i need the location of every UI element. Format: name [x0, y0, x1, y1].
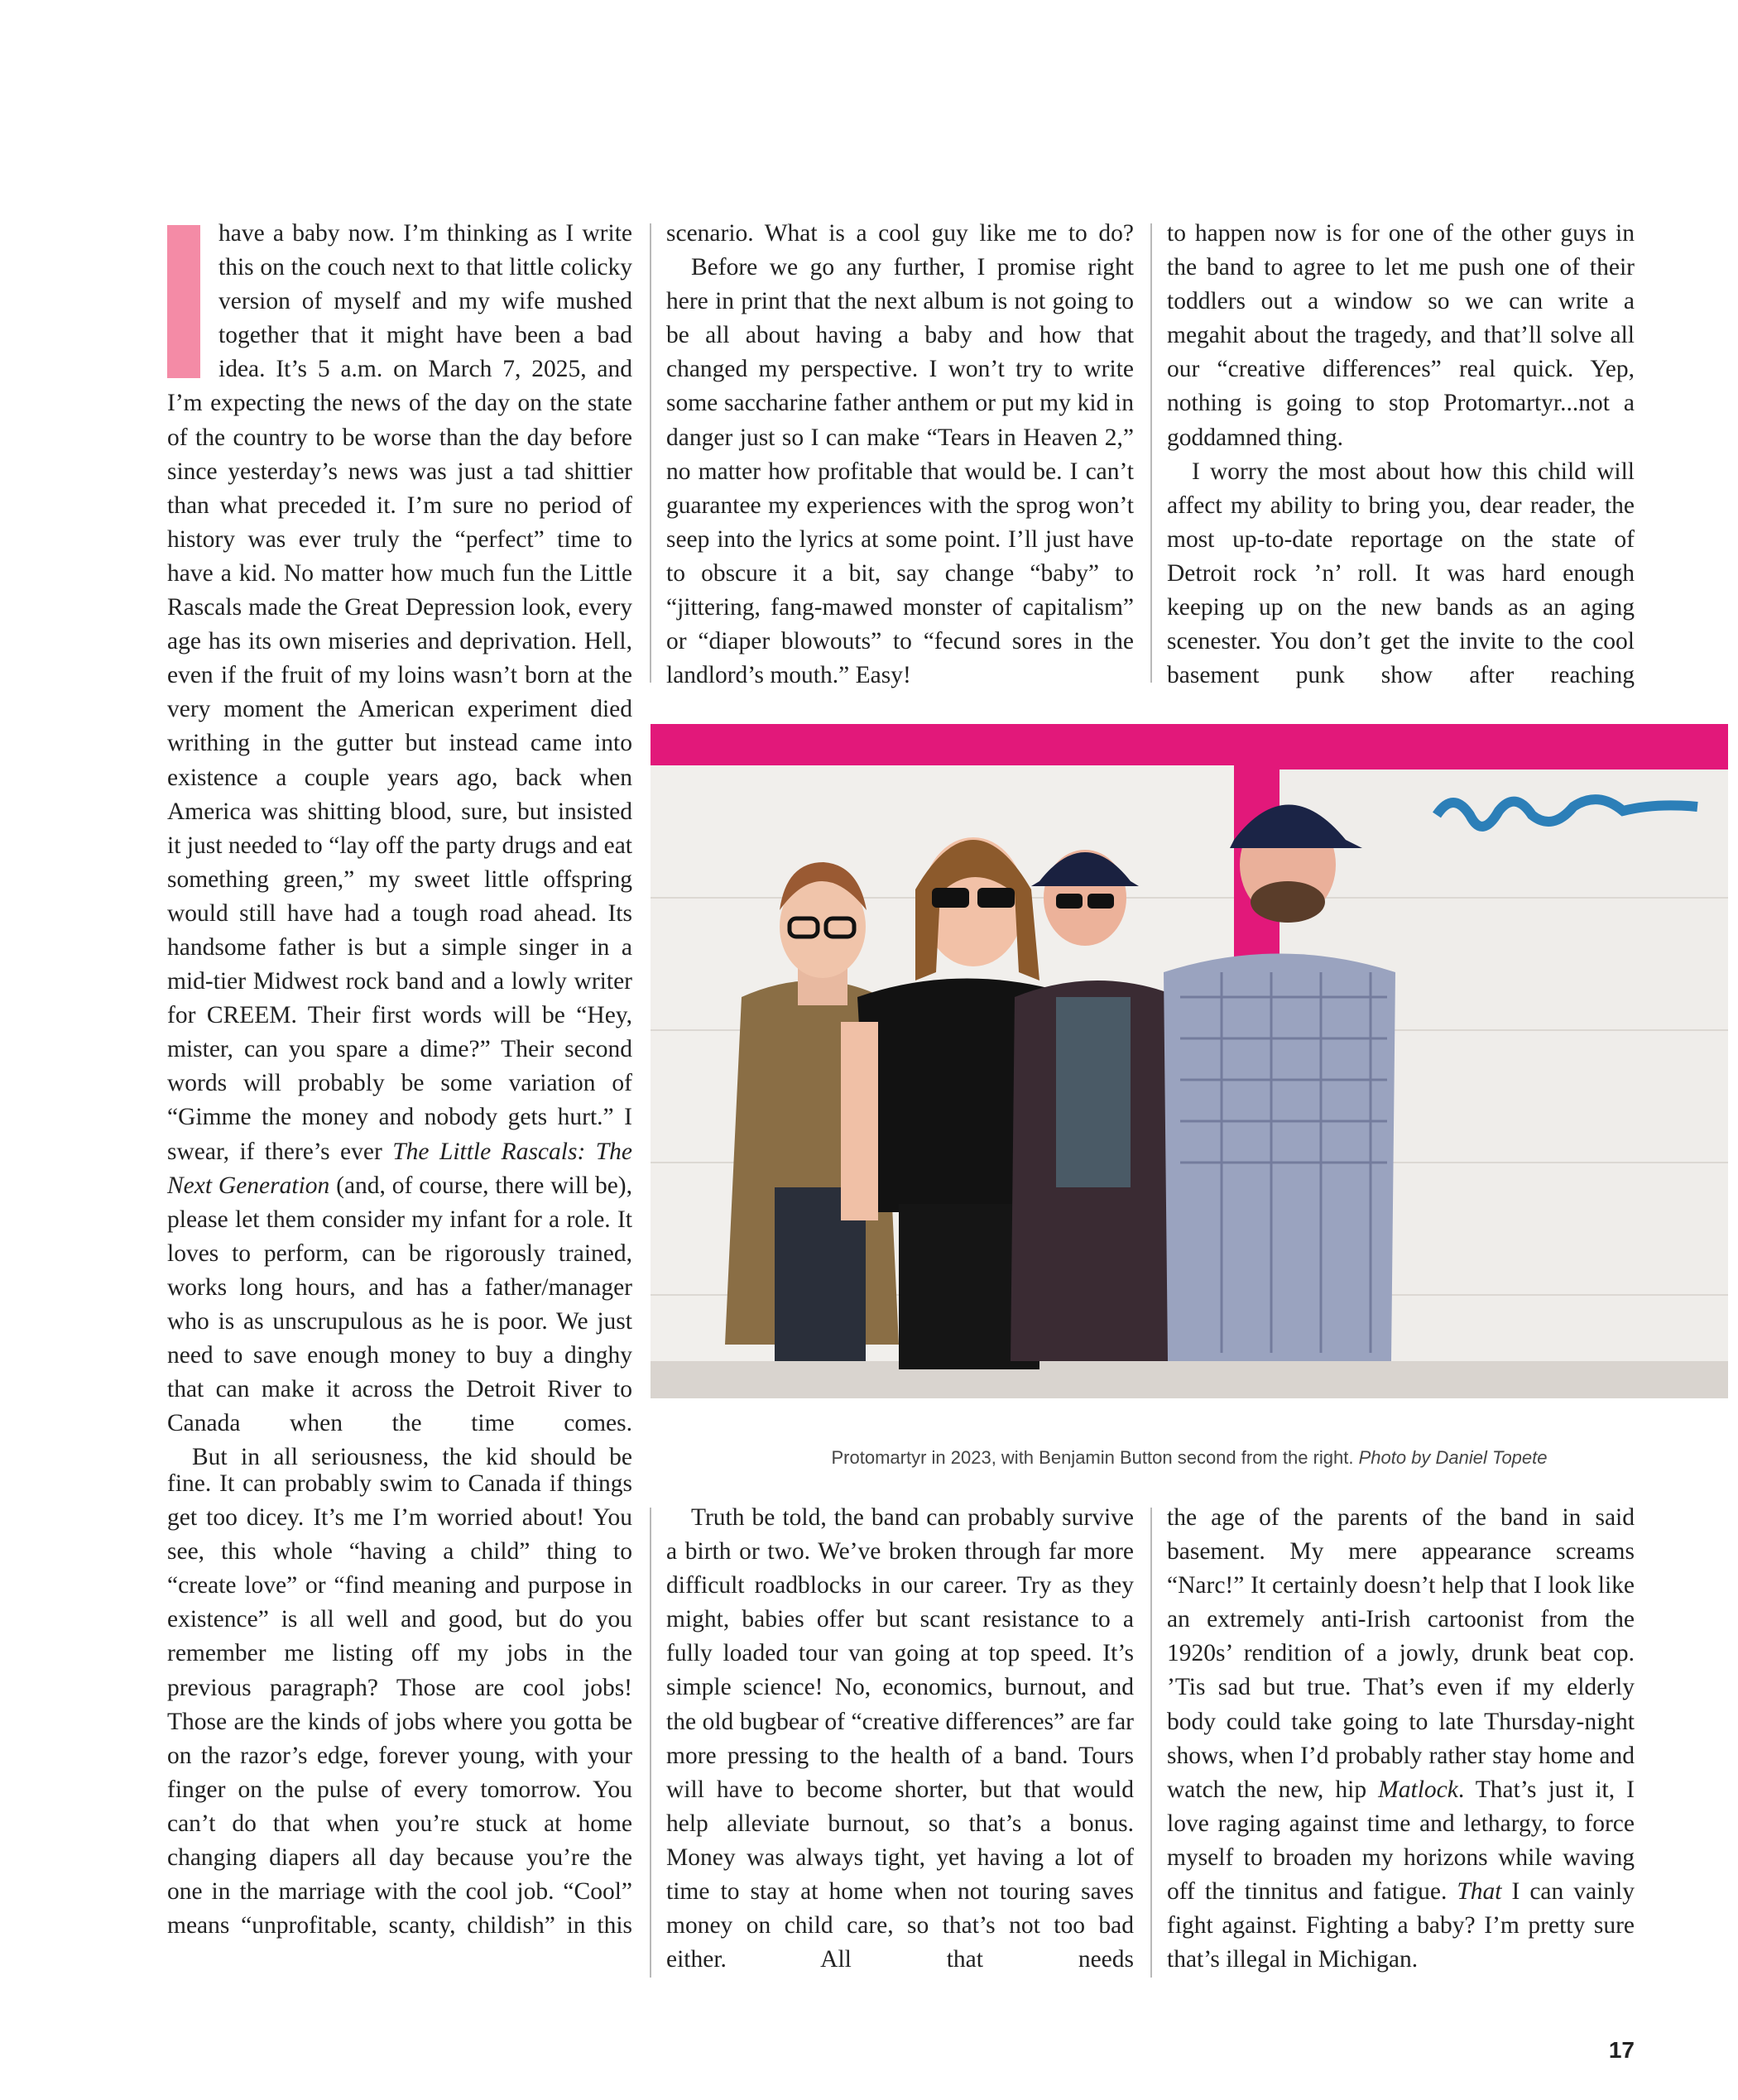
italic-title: The Little Rascals: The Next Generation [167, 1138, 632, 1199]
article-column-2-top [666, 217, 1134, 688]
paragraph-seriousness-continued: fine. It can probably swim to Canada if things get too dicey. It’s me I’m worried about! You see, this whole “having a child” thing to “create love” or “find meaning and purpose in existence” is all well and good, but do you remember me listing off my jobs in the previous paragraph? Those are cool jobs! Those are the kinds of jobs where you gotta be on the razor’s edge, forever young, with your finger on the pulse of every tomorrow. You can’t do that when you’re stuck at home changing diapers all day because you’re the one in the marriage with the cool job. “Cool” means “unprofitable, scanty, childish” in this [167, 1470, 632, 1939]
paragraph-seriousness-start: But in all seriousness, the kid should be [192, 1444, 632, 1471]
page-number: 17 [1608, 2037, 1635, 2063]
article-column-3-top [1167, 217, 1635, 688]
band-photo [651, 724, 1728, 1398]
narc-text-a: the age of the parents of the band in said basement. My mere appearance screams “Narc!” It certainly doesn’t help that I look like an extremely anti-Irish cartoonist from the 1920s’ rendition of a jowly, drunk beat cop. ’Tis sad but true. That’s even if my elderly body could take going to late Thursday-night shows, when I’d probably rather stay home and watch the new, hip [1167, 1504, 1635, 1803]
photo-caption [651, 1446, 1728, 1470]
column-rule [650, 223, 651, 683]
article-column-1-bottom [167, 1467, 632, 1997]
opening-paragraph [167, 217, 632, 1441]
photo-credit: Photo by Daniel Topete [1358, 1447, 1548, 1468]
column-rule [1150, 1508, 1152, 1978]
band-photo-illustration [651, 724, 1728, 1398]
narc-text-b: . That’s just it, I love raging against time and lethargy, to force myself to broaden my horizons while waving off the tinnitus and fatigue. [1167, 1776, 1635, 1906]
sidewalk [651, 1361, 1728, 1398]
article-column-1 [167, 217, 632, 1471]
article-column-2-bottom [666, 1501, 1134, 1997]
narc-text-c: I can vainly fight against. Fighting a baby? I’m pretty sure that’s illegal in Michigan. [1167, 1878, 1635, 1973]
opening-text-end: (and, of course, there will be), please let them consider my infant for a role. It loves to perform, can be rigorously trained, works long hours, and has a father/manager who is as unscrupulous as he is poor. We just need to save enough money to buy a dinghy that can make it across the Detroit River to Canada when the time comes. [167, 1172, 632, 1437]
paragraph-narc [1167, 1501, 1635, 1977]
opening-text: have a baby now. I’m thinking as I write this on the couch next to that little colicky version of myself and my wife mushed together that it might have been a bad idea. It’s 5 a.m. on March 7, 2025, and I’m expecting the news of the day on the state of the country to be worse than the day before since yesterday’s news was just a tad shittier than what preceded it. I’m sure no period of history was ever truly the “perfect” time to have a kid. No matter how much fun the Little Rascals made the Great Depression look, every age has its own miseries and deprivation. Hell, even if the fruit of my loins wasn’t born at the very moment the American experiment died writhing in the gutter but instead came into existence a couple years ago, back when America was shitting blood, sure, but insisted it just needed to “lay off the party drugs and eat something green,” my sweet little offspring would still have had a tough road ahead. Its handsome father is but a simple singer in a mid-tier Midwest rock band and a lowly writer for CREEM. Their first words will be “Hey, mister, can you spare a dime?” Their second words will probably be some variation of “Gimme the money and nobody gets hurt.” I swear, if there’s ever [167, 220, 632, 1165]
paragraph-worry: I worry the most about how this child will affect my ability to bring you, dear reader, the most up-to-date reportage on the state of Detroit rock ’n’ roll. It was hard enough keeping up on the new bands as an aging scenester. You don’t get the invite to the cool basement punk show after reaching [1167, 458, 1635, 689]
drop-cap-letter [167, 225, 200, 378]
article-column-3-bottom [1167, 1501, 1635, 1997]
paragraph-toddlers: to happen now is for one of the other guys in the band to agree to let me push one of their toddlers out a window so we can write a megahit about the tragedy, and that’ll solve all our “creative differences” real quick. Yep, nothing is going to stop Protomartyr...not a goddamned thing. [1167, 220, 1635, 451]
column-rule [1150, 223, 1152, 683]
paragraph-scenario: scenario. What is a cool guy like me to do? [666, 220, 1134, 247]
column-rule [650, 1508, 651, 1978]
paragraph-truth-be-told: Truth be told, the band can probably survive a birth or two. We’ve broken through far more difficult roadblocks in our career. Try as they might, babies offer but scant resistance to a fully loaded tour van going at top speed. It’s simple science! No, economics, burnout, and the old bugbear of “creative differences” are far more pressing to the health of a band. Tours will have to become shorter, but that would help alleviate burnout, so that’s a bonus. Money was always tight, yet having a lot of time to stay at home when not touring saves money on child care, so that’s not too bad either. All that needs [666, 1504, 1134, 1973]
caption-text: Protomartyr in 2023, with Benjamin Button second from the right. [831, 1447, 1359, 1468]
drop-cap [167, 225, 214, 384]
italic-matlock: Matlock [1378, 1776, 1458, 1803]
italic-that: That [1457, 1878, 1502, 1906]
paragraph-promise: Before we go any further, I promise right here in print that the next album is not going to be all about having a baby and how that changed my perspective. I won’t try to write some saccharine father anthem or put my kid in danger just so I can make “Tears in Heaven 2,” no matter how profitable that would be. I can’t guarantee my experiences with the sprog won’t seep into the lyrics at some point. I’ll just have to obscure it a bit, say change “baby” to “jittering, fang-mawed monster of capitalism” or “diaper blowouts” to “fecund sores in the landlord’s mouth.” Easy! [666, 254, 1134, 689]
